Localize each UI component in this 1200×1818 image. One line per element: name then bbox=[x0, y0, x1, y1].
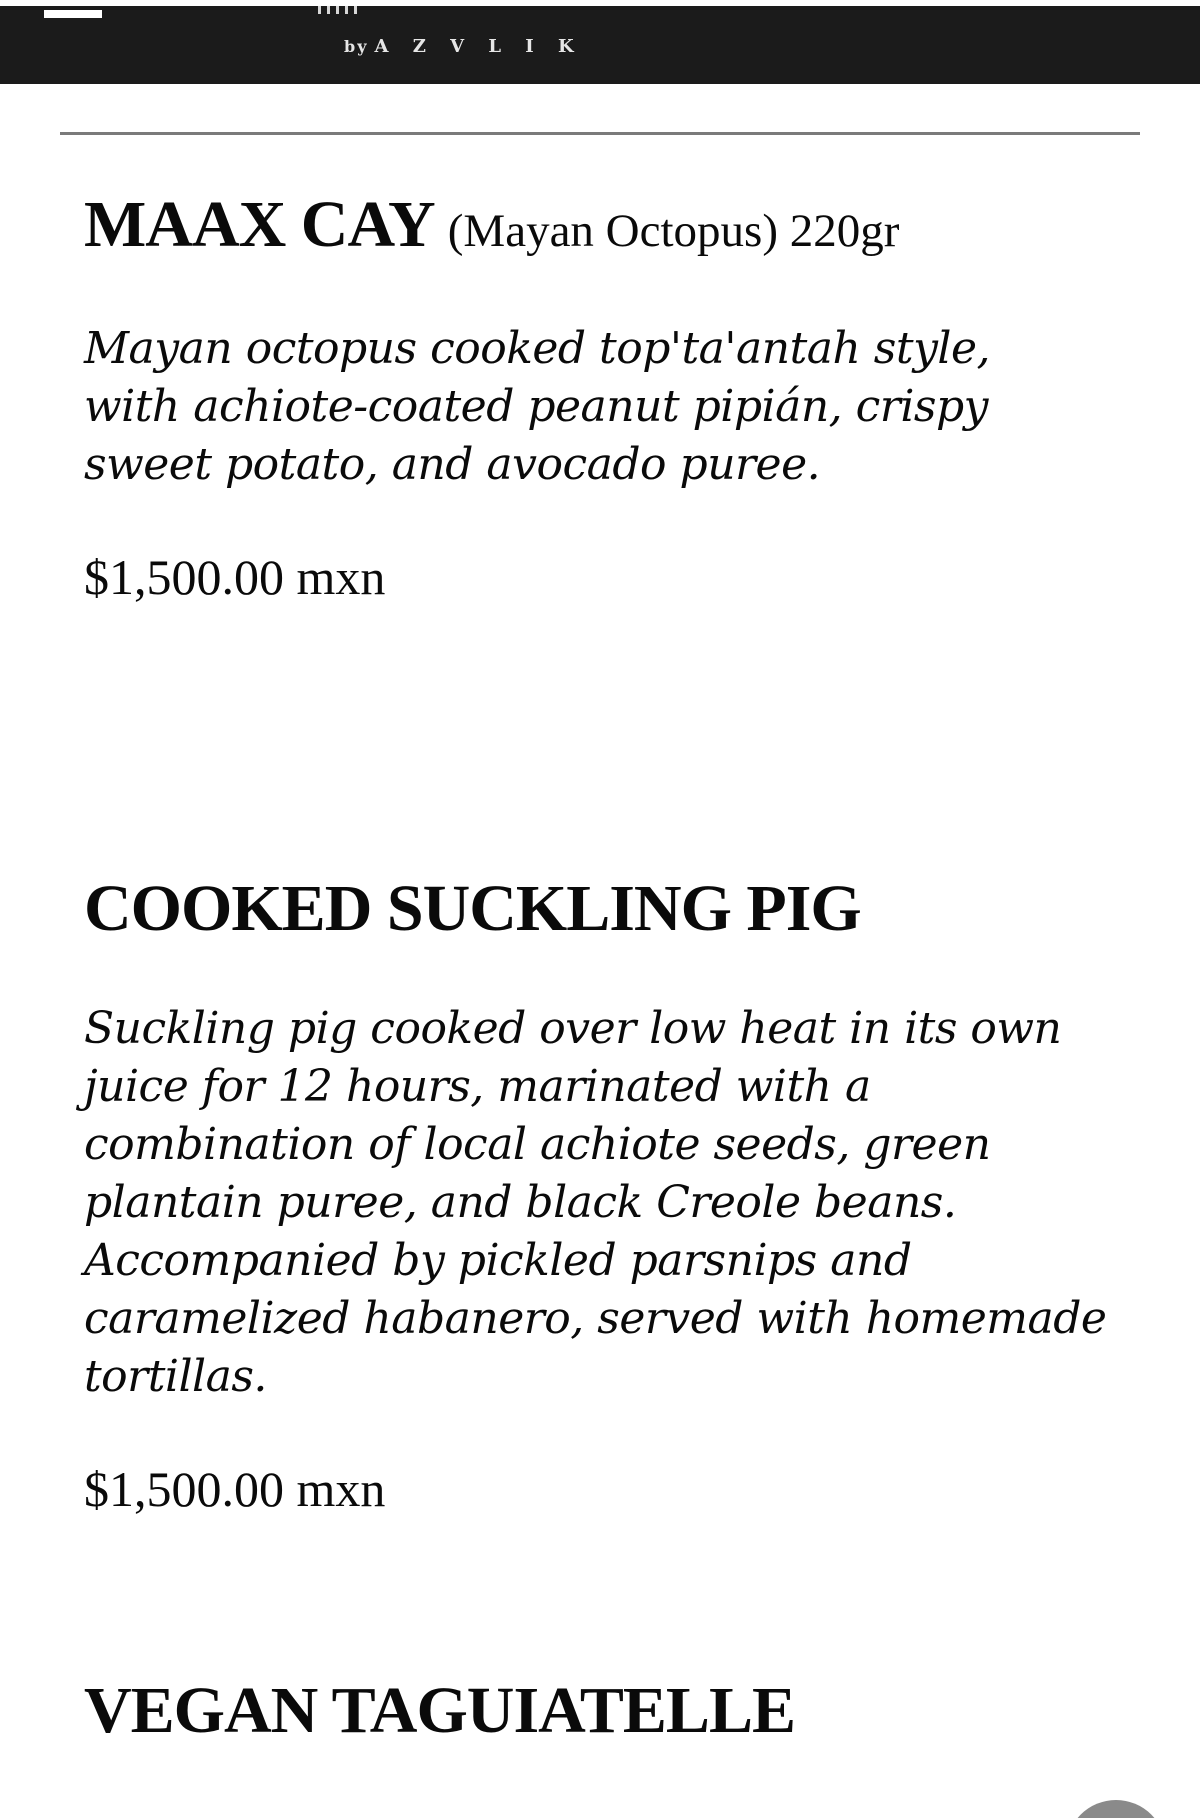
logo-mark-icon bbox=[318, 6, 358, 14]
top-bar-edge bbox=[0, 0, 1200, 6]
hamburger-menu-icon[interactable] bbox=[44, 10, 102, 18]
section-divider bbox=[60, 132, 1140, 135]
menu-item-title bbox=[84, 188, 1144, 261]
brand-name: A Z V L I K bbox=[374, 36, 583, 57]
brand-logo[interactable] bbox=[344, 36, 583, 57]
menu-item-price: $1,500.00 mxn bbox=[84, 1461, 386, 1517]
menu-item-name: VEGAN TAGUIATELLE bbox=[84, 1674, 795, 1747]
menu-item-description: Mayan octopus cooked top'ta'antah style, with achiote-coated peanut pipián, crispy sweet potato, and avocado puree. bbox=[84, 323, 991, 490]
menu-item-cooked-suckling-pig bbox=[84, 872, 1144, 1517]
brand-prefix: by bbox=[344, 37, 369, 56]
menu-item-subtitle: (Mayan Octopus) 220gr bbox=[447, 205, 900, 257]
menu-item-description: Suckling pig cooked over low heat in its own juice for 12 hours, marinated with a combination of local achiote seeds, green plantain puree, and black Creole beans. Accompanied by pickled parsnips and caramelized habanero, served with homemade tortillas. bbox=[84, 1003, 1107, 1402]
menu-item-title bbox=[84, 1674, 1144, 1747]
top-bar bbox=[0, 0, 1200, 84]
menu-item-name: MAAX CAY bbox=[84, 188, 433, 261]
menu-item-price: $1,500.00 mxn bbox=[84, 549, 386, 605]
menu-item-name: COOKED SUCKLING PIG bbox=[84, 872, 861, 945]
scroll-to-top-button[interactable] bbox=[1066, 1800, 1166, 1818]
menu-item-vegan-taguiatelle bbox=[84, 1674, 1144, 1747]
menu-item-maax-cay bbox=[84, 188, 1144, 605]
menu-item-title bbox=[84, 872, 1144, 945]
